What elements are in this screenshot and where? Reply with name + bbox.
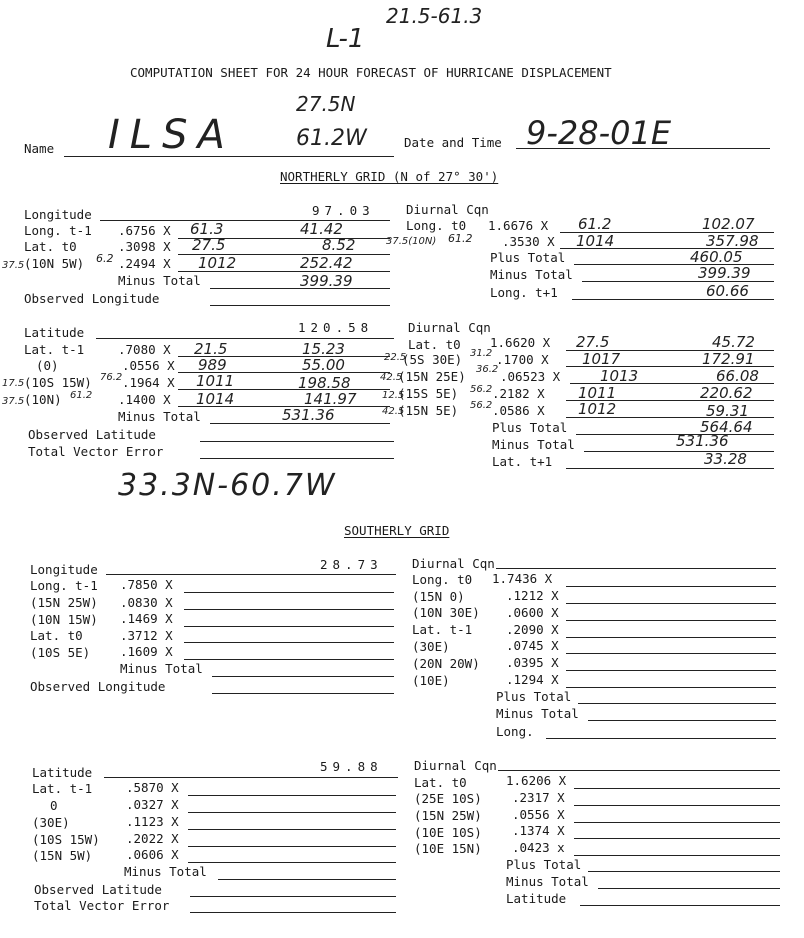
s-dlat-minus-total-line: [598, 888, 780, 889]
s-lon-row-coef: .1609 X: [120, 644, 173, 659]
s-lon-row-line: [184, 642, 394, 643]
n-lat-t1-value: 33.28: [704, 450, 747, 468]
n-lat-row-result: 141.97: [304, 390, 357, 408]
n-dlat-row-margin: 22.5: [384, 352, 407, 363]
n-dlat-minus-total-value: 531.36: [676, 432, 729, 450]
s-lat-row-line: [188, 795, 396, 796]
n-dlat-row-label: (15N 5E): [398, 403, 459, 418]
n-dlat-row-coef: 1.6620 X: [490, 335, 551, 350]
s-dlon-row-label: (20N 20W): [412, 656, 480, 671]
n-lon-row-label: Lat. t0: [24, 239, 77, 254]
s-latitude-label: Latitude: [32, 765, 93, 780]
n-lon-row-coef: .3098 X: [118, 239, 171, 254]
s-diurnal-lat-line: [498, 770, 780, 771]
s-dlon-minus-total-line: [588, 720, 776, 721]
n-diurnal-lon-label: Diurnal Cqn: [406, 202, 489, 217]
s-dlon-row-coef: .0600 X: [506, 605, 559, 620]
n-lon-row-label: Long. t-1: [24, 223, 92, 238]
s-lat-row-line: [188, 829, 396, 830]
s-lon-row-label: (10N 15W): [30, 612, 98, 627]
n-dlon-row-result: 102.07: [702, 215, 755, 233]
n-lon-row-label: (10N 5W): [24, 256, 85, 271]
s-dlat-row-label: (10E 15N): [414, 841, 482, 856]
s-dlat-plus-total-line: [588, 871, 780, 872]
s-total-vector-error-label: Total Vector Error: [34, 898, 170, 913]
s-latitude-line: [104, 777, 398, 778]
s-dlon-row-coef: 1.7436 X: [492, 571, 553, 586]
n-dlon-row-label: Long. t0: [406, 218, 467, 233]
n-lat-minus-total-label: Minus Total: [118, 409, 201, 424]
s-dlon-row-line: [566, 670, 776, 671]
n-dlat-row-factor: 1013: [600, 367, 639, 385]
position-latitude: 27.5N: [296, 92, 356, 116]
n-dlat-row-factor: 1017: [582, 350, 621, 368]
s-longitude-label: Longitude: [30, 562, 98, 577]
s-lon-row-coef: .7850 X: [120, 577, 173, 592]
n-lat-row-result: 55.00: [302, 356, 345, 374]
s-dlon-row-line: [566, 586, 776, 587]
n-latitude-line: [96, 338, 394, 339]
n-dlon-row-margin: 37.5(10N): [386, 236, 437, 247]
n-lat-row-factor: 1014: [196, 390, 235, 408]
n-dlon-minus-total-label: Minus Total: [490, 267, 573, 282]
s-dlat-row-line: [574, 838, 780, 839]
n-lat-row-margin: 37.5: [2, 396, 25, 407]
storm-name-value: ILSA: [108, 112, 235, 158]
n-total-vector-error-label: Total Vector Error: [28, 444, 164, 459]
s-dlat-row-label: (10E 10S): [414, 825, 482, 840]
n-observed-longitude-label: Observed Longitude: [24, 291, 160, 306]
n-observed-latitude-label: Observed Latitude: [28, 427, 156, 442]
n-latitude-label: Latitude: [24, 325, 85, 340]
n-dlon-plus-total-label: Plus Total: [490, 250, 566, 265]
handwritten-page-mark: L-1: [326, 24, 365, 54]
s-dlat-row-coef: .0423 x: [512, 840, 565, 855]
s-lat-row-coef: .1123 X: [126, 814, 179, 829]
s-observed-longitude-line: [212, 693, 394, 694]
n-dlat-row-coef: .1700 X: [496, 352, 549, 367]
n-dlat-row-factor: 1012: [578, 400, 617, 418]
s-dlon-row-coef: .0395 X: [506, 655, 559, 670]
n-lon-row-suffix: 6.2: [96, 252, 114, 265]
s-lon-row-line: [184, 626, 394, 627]
s-dlon-row-label: Lat. t-1: [412, 622, 473, 637]
n-lon-row-coef: .6756 X: [118, 223, 171, 238]
n-lon-row-margin: 37.5: [2, 260, 25, 271]
n-dlat-plus-total-value: 564.64: [700, 418, 753, 436]
s-long-result-line: [546, 738, 776, 739]
s-lat-row-line: [188, 862, 396, 863]
n-lat-minus-total-value: 531.36: [282, 406, 335, 424]
n-lat-row-margin: 17.5: [2, 378, 25, 389]
n-dlon-row-suffix: 61.2: [448, 232, 473, 245]
n-lat-row-coef: .1400 X: [118, 392, 171, 407]
n-long-t1-label: Long. t+1: [490, 285, 558, 300]
n-lat-row-label: (0): [36, 358, 59, 373]
s-dlon-row-coef: .1212 X: [506, 588, 559, 603]
s-dlat-row-label: (25E 10S): [414, 791, 482, 806]
n-dlat-row-factor: 1011: [578, 384, 617, 402]
s-lon-minus-total-label: Minus Total: [120, 661, 203, 676]
n-lon-minus-total-value: 399.39: [300, 272, 353, 290]
s-lat-row-label: (10S 15W): [32, 832, 100, 847]
n-longitude-label: Longitude: [24, 207, 92, 222]
n-dlat-row-result: 59.31: [706, 402, 749, 420]
n-dlat-minus-total-label: Minus Total: [492, 437, 575, 452]
s-dlon-row-label: (30E): [412, 639, 450, 654]
s-dlon-row-coef: .2090 X: [506, 622, 559, 637]
s-lon-row-coef: .1469 X: [120, 611, 173, 626]
n-latitude-value: 120.58: [298, 320, 374, 335]
n-dlat-row-factor: 27.5: [576, 333, 610, 351]
s-latitude-value: 59.88: [320, 759, 383, 774]
n-lon-row-result: 41.42: [300, 220, 343, 238]
n-lat-t1-label: Lat. t+1: [492, 454, 553, 469]
n-dlat-row-coef: .06523 X: [500, 369, 561, 384]
n-dlon-row-result: 357.98: [706, 232, 759, 250]
s-dlat-row-label: Lat. t0: [414, 775, 467, 790]
n-lat-row-coef: .7080 X: [118, 342, 171, 357]
n-lat-row-result: 198.58: [298, 374, 351, 392]
n-lat-row-label: (10S 15W): [24, 375, 92, 390]
s-dlon-row-line: [566, 620, 776, 621]
s-lon-row-label: (15N 25W): [30, 595, 98, 610]
s-lat-row-label: (15N 5W): [32, 848, 93, 863]
n-dlat-row-result: 66.08: [716, 367, 759, 385]
s-lat-row-label: Lat. t-1: [32, 781, 93, 796]
s-observed-latitude-line: [190, 896, 396, 897]
s-dlon-row-line: [566, 603, 776, 604]
n-dlon-row-factor: 61.2: [578, 215, 612, 233]
s-lon-minus-total-line: [212, 676, 394, 677]
n-dlon-row-coef: .3530 X: [502, 234, 555, 249]
northerly-grid-heading: NORTHERLY GRID (N of 27° 30'): [280, 169, 499, 184]
s-dlat-row-line: [574, 788, 780, 789]
s-dlon-plus-total-line: [578, 703, 776, 704]
date-time-label: Date and Time: [404, 135, 502, 150]
n-lon-row-factor: 61.3: [190, 220, 224, 238]
s-lon-row-line: [184, 659, 394, 660]
s-longitude-line: [106, 574, 396, 575]
s-dlon-row-line: [566, 687, 776, 688]
s-lon-row-coef: .3712 X: [120, 628, 173, 643]
s-dlon-row-coef: .0745 X: [506, 638, 559, 653]
position-longitude: 61.2W: [296, 126, 367, 151]
s-dlon-row-line: [566, 653, 776, 654]
s-lat-row-label: (30E): [32, 815, 70, 830]
s-dlat-row-line: [574, 822, 780, 823]
n-dlat-row-coef: .0586 X: [492, 403, 545, 418]
s-lat-minus-total-line: [218, 879, 396, 880]
n-dlat-plus-total-label: Plus Total: [492, 420, 568, 435]
n-lon-row-result: 8.52: [322, 236, 356, 254]
n-dlat-row-coef: .2182 X: [492, 386, 545, 401]
s-dlat-row-line: [574, 805, 780, 806]
s-dlon-row-coef: .1294 X: [506, 672, 559, 687]
s-latitude-result-line: [580, 905, 780, 906]
n-dlat-row-label: (15N 25E): [398, 369, 466, 384]
n-dlat-row-suffix: 56.2: [470, 400, 493, 411]
s-dlon-row-label: (15N 0): [412, 589, 465, 604]
date-time-value: 9-28-01E: [526, 114, 672, 152]
n-lat-row-factor: 21.5: [194, 340, 228, 358]
n-total-vector-error-line: [200, 458, 394, 459]
s-lat-row-coef: .2022 X: [126, 831, 179, 846]
s-observed-longitude-label: Observed Longitude: [30, 679, 166, 694]
name-label: Name: [24, 141, 55, 156]
n-dlat-row-suffix: 31.2: [470, 348, 493, 359]
s-dlat-plus-total-label: Plus Total: [506, 857, 582, 872]
forecast-position: 33.3N-60.7W: [118, 468, 337, 503]
s-dlat-minus-total-label: Minus Total: [506, 874, 589, 889]
n-lat-row-suffix: 76.2: [100, 372, 123, 383]
n-dlat-row-label: (15S 5E): [398, 386, 459, 401]
n-lat-row-coef: .1964 X: [122, 375, 175, 390]
n-lat-t1-line: [566, 468, 774, 469]
n-dlat-row-result: 220.62: [700, 384, 753, 402]
s-lat-row-line: [188, 846, 396, 847]
n-dlon-minus-total-value: 399.39: [698, 264, 751, 282]
s-lat-row-coef: .0327 X: [126, 797, 179, 812]
n-lat-row-coef: .0556 X: [122, 358, 175, 373]
n-lat-row-result: 15.23: [302, 340, 345, 358]
n-dlat-row-label: Lat. t0: [408, 337, 461, 352]
s-dlat-row-coef: .2317 X: [512, 790, 565, 805]
n-lat-row-label: Lat. t-1: [24, 342, 85, 357]
n-longitude-line: [100, 220, 390, 221]
n-lat-row-suffix: 61.2: [70, 390, 93, 401]
n-dlat-row-result: 45.72: [712, 333, 755, 351]
s-dlon-minus-total-label: Minus Total: [496, 706, 579, 721]
n-lon-row-factor: 27.5: [192, 236, 226, 254]
n-dlat-row-suffix: 56.2: [470, 384, 493, 395]
s-lon-row-line: [184, 592, 394, 593]
s-lon-row-label: Long. t-1: [30, 578, 98, 593]
s-dlat-row-line: [574, 855, 780, 856]
n-diurnal-lat-label: Diurnal Cqn: [408, 320, 491, 335]
s-lat-row-coef: .5870 X: [126, 780, 179, 795]
n-dlat-row-suffix: 36.2: [476, 364, 499, 375]
s-dlon-row-label: (10N 30E): [412, 605, 480, 620]
n-dlon-plus-total-value: 460.05: [690, 248, 743, 266]
handwritten-top-reference: 21.5-61.3: [386, 4, 483, 28]
s-dlat-row-coef: 1.6206 X: [506, 773, 567, 788]
s-dlat-row-coef: .0556 X: [512, 807, 565, 822]
s-lat-minus-total-label: Minus Total: [124, 864, 207, 879]
n-dlon-row-factor: 1014: [576, 232, 615, 250]
n-dlat-row-margin: 12.5: [382, 390, 405, 401]
southerly-grid-heading: SOUTHERLY GRID: [344, 523, 450, 538]
n-observed-longitude-line: [210, 305, 390, 306]
s-dlat-row-coef: .1374 X: [512, 823, 565, 838]
s-dlon-plus-total-label: Plus Total: [496, 689, 572, 704]
n-lon-row-coef: .2494 X: [118, 256, 171, 271]
s-diurnal-lon-line: [496, 568, 776, 569]
s-total-vector-error-line: [190, 912, 396, 913]
n-longitude-value: 97.03: [312, 203, 375, 218]
s-lon-row-coef: .0830 X: [120, 595, 173, 610]
n-dlat-row-label: (5S 30E): [402, 352, 463, 367]
s-observed-latitude-label: Observed Latitude: [34, 882, 162, 897]
n-lon-row-factor: 1012: [198, 254, 237, 272]
s-dlon-row-line: [566, 637, 776, 638]
s-dlon-row-label: Long. t0: [412, 572, 473, 587]
s-lat-row-line: [188, 812, 396, 813]
n-lat-row-factor: 989: [198, 356, 227, 374]
s-lat-row-coef: .0606 X: [126, 847, 179, 862]
s-diurnal-lon-label: Diurnal Cqn: [412, 556, 495, 571]
s-lon-row-label: (10S 5E): [30, 645, 91, 660]
n-dlat-row-margin: 42.5: [380, 372, 403, 383]
n-lon-minus-total-label: Minus Total: [118, 273, 201, 288]
s-lon-row-label: Lat. t0: [30, 628, 83, 643]
s-longitude-value: 28.73: [320, 557, 383, 572]
s-lon-row-line: [184, 609, 394, 610]
s-latitude-result-label: Latitude: [506, 891, 567, 906]
s-long-result-label: Long.: [496, 724, 534, 739]
n-lat-row-label: (10N): [24, 392, 62, 407]
s-dlon-row-label: (10E): [412, 673, 450, 688]
s-dlat-row-label: (15N 25W): [414, 808, 482, 823]
n-observed-latitude-line: [200, 441, 394, 442]
n-dlat-row-margin: 42.5: [382, 406, 405, 417]
n-long-t1-value: 60.66: [706, 282, 749, 300]
s-lat-row-label: 0: [50, 798, 58, 813]
n-lon-row-result: 252.42: [300, 254, 353, 272]
n-dlat-row-result: 172.91: [702, 350, 755, 368]
n-dlon-row-coef: 1.6676 X: [488, 218, 549, 233]
n-lat-row-factor: 1011: [196, 372, 235, 390]
sheet-title: COMPUTATION SHEET FOR 24 HOUR FORECAST OF HURRICANE DISPLACEMENT: [130, 65, 612, 80]
s-diurnal-lat-label: Diurnal Cqn: [414, 758, 497, 773]
